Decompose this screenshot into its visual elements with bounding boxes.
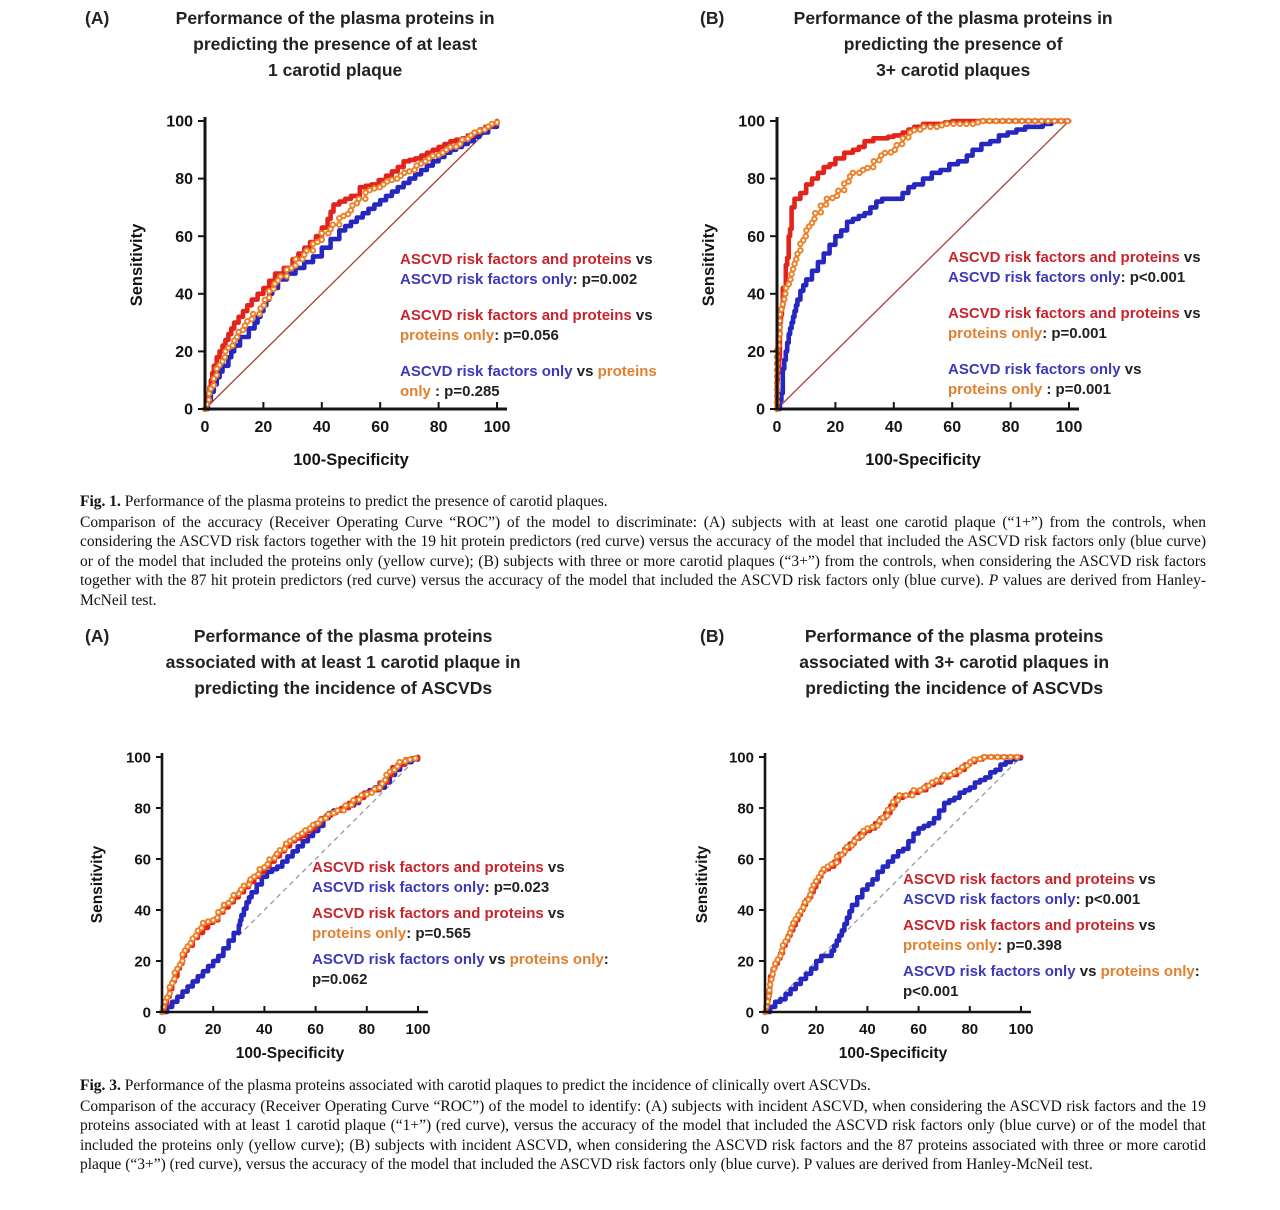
y-tick-label: 100 <box>728 749 754 767</box>
y-tick-label: 0 <box>756 401 765 419</box>
fig3-panelB-title <box>700 623 1170 701</box>
title-line: associated with 3+ carotid plaques in <box>799 652 1110 672</box>
text-segment: proteins only <box>948 325 1043 342</box>
text-segment: proteins only <box>948 381 1043 398</box>
title-line: predicting the presence of at least <box>193 34 478 54</box>
text-segment: ASCVD risk factors only <box>400 271 573 288</box>
text-segment: : p<0.001 <box>1075 891 1141 908</box>
text-segment: ASCVD risk factors only <box>400 363 573 380</box>
text-segment: vs <box>1075 963 1101 980</box>
y-tick-label: 20 <box>747 344 765 361</box>
text-segment: : p=0.056 <box>494 327 559 344</box>
x-tick-label: 60 <box>307 1021 324 1038</box>
x-axis-title: 100-Specificity <box>235 1045 345 1062</box>
fig3-panelB-label: (B) <box>700 626 725 646</box>
text-segment: proteins only <box>312 925 407 942</box>
x-tick-label: 40 <box>884 419 903 436</box>
title-line: predicting the incidence of ASCVDs <box>805 678 1104 698</box>
fig1-panelB-title-text <box>738 5 1168 83</box>
text-segment: ASCVD risk factors and proteins <box>948 249 1180 266</box>
text-segment: ASCVD risk factors only <box>903 963 1076 980</box>
text-segment: : p=0.002 <box>572 271 638 288</box>
fig3-caption <box>80 1076 1206 1175</box>
text-segment: : p=0.023 <box>484 879 550 896</box>
title-line: Performance of the plasma proteins <box>193 626 493 646</box>
x-tick-label: 20 <box>807 1021 825 1038</box>
x-tick-label: 100 <box>1055 419 1083 436</box>
text-segment: vs <box>543 859 565 876</box>
y-tick-label: 20 <box>134 953 151 971</box>
y-tick-label: 100 <box>125 749 151 767</box>
text-segment: ASCVD risk factors and proteins <box>903 871 1135 888</box>
text-segment: : p=0.001 <box>1042 325 1107 342</box>
text-segment: : p=0.398 <box>997 937 1062 954</box>
y-tick-label: 40 <box>134 902 151 920</box>
legend-entry <box>312 858 614 898</box>
y-tick-label: 60 <box>737 851 754 869</box>
x-tick-label: 40 <box>312 419 331 436</box>
text-segment: Comparison of the accuracy (Receiver Operating Curve “ROC”) of the model to discriminate: (A) subjects with at least one carotid plaque (“1+”) from the controls, when considering the ASCVD risk factors together with the 19 hit protein predictors (red curve) versus the accuracy of the model that included the ASCVD risk factors only (blue curve) or of the model that included the proteins only (yellow curve); (B) subjects with three or more carotid plaques (“3+”) from the controls, when considering the ASCVD risk factors together with the 87 hit protein predictors (red curve) versus the accuracy of the model that included the ASCVD risk factors only (blue curve). <box>80 513 1206 590</box>
fig1-panelB-label: (B) <box>700 8 725 28</box>
text-segment: ASCVD risk factors and proteins <box>948 305 1180 322</box>
text-segment: : p=0.565 <box>406 925 471 942</box>
x-tick-label: 60 <box>371 419 390 436</box>
y-tick-label: 80 <box>134 800 151 818</box>
title-line: Performance of the plasma proteins <box>804 626 1104 646</box>
x-tick-label: 20 <box>254 419 273 436</box>
fig3-panelB-title-text <box>738 623 1170 701</box>
text-segment: : p<0.001 <box>903 963 1200 1000</box>
text-segment: vs <box>484 951 510 968</box>
fig1-panelA-title <box>85 5 547 83</box>
fig1-panelA-legend <box>400 250 672 418</box>
x-tick-label: 40 <box>256 1021 273 1038</box>
y-tick-label: 0 <box>745 1004 754 1022</box>
y-tick-label: 60 <box>175 228 193 246</box>
text-segment: values are derived from Hanley-McNeil test. <box>80 572 1206 609</box>
fig1-panelB-legend <box>948 248 1204 416</box>
x-tick-label: 0 <box>157 1021 167 1038</box>
text-segment: ASCVD risk factors only <box>948 269 1121 286</box>
fig1-panelA-title-text <box>123 5 547 83</box>
text-segment: ASCVD risk factors and proteins <box>400 307 632 324</box>
x-tick-label: 80 <box>358 1021 376 1038</box>
text-segment: vs <box>1179 249 1201 266</box>
legend-entry <box>903 870 1205 910</box>
text-segment: ASCVD risk factors only <box>312 951 485 968</box>
legend-entry <box>903 962 1205 1002</box>
text-segment: ASCVD risk factors only <box>903 891 1076 908</box>
title-line: predicting the incidence of ASCVDs <box>194 678 493 698</box>
y-axis-title: Sensitivity <box>128 223 146 307</box>
x-tick-label: 80 <box>429 419 448 436</box>
legend-entry <box>948 248 1204 288</box>
x-tick-label: 0 <box>772 419 782 436</box>
fig3-panelA-title <box>85 623 563 701</box>
x-tick-label: 80 <box>1001 419 1020 436</box>
title-line: predicting the presence of <box>843 34 1063 54</box>
legend-entry <box>400 306 672 346</box>
y-tick-label: 20 <box>175 344 193 361</box>
text-segment: : p=0.062 <box>312 951 609 988</box>
text-segment: ASCVD risk factors and proteins <box>312 859 544 876</box>
text-segment: vs <box>1179 305 1201 322</box>
fig1-panelA-label: (A) <box>85 8 110 28</box>
fig3-caption-body <box>80 1097 1206 1175</box>
y-tick-label: 80 <box>747 171 765 189</box>
fig3-panelA-title-text <box>123 623 563 701</box>
fig1-caption <box>80 492 1206 611</box>
fig1-caption-body <box>80 513 1206 611</box>
x-tick-label: 20 <box>204 1021 222 1038</box>
x-tick-label: 40 <box>859 1021 876 1038</box>
y-tick-label: 60 <box>134 851 151 869</box>
text-segment: : p=0.001 <box>1042 381 1111 398</box>
x-tick-label: 0 <box>760 1021 770 1038</box>
fig1-panelB-title <box>700 5 1168 83</box>
legend-entry <box>400 362 672 402</box>
y-tick-label: 80 <box>175 171 193 189</box>
y-tick-label: 40 <box>737 902 754 920</box>
y-axis-title: Sensitivity <box>694 845 711 924</box>
title-line: 1 carotid plaque <box>268 60 403 80</box>
x-tick-label: 100 <box>1008 1021 1034 1038</box>
text-segment: proteins only <box>1100 963 1195 980</box>
x-tick-label: 100 <box>483 419 511 436</box>
text-segment: proteins only <box>903 937 998 954</box>
y-tick-label: 100 <box>166 113 193 131</box>
text-segment: ASCVD risk factors and proteins <box>312 905 544 922</box>
text-segment: : p=0.285 <box>430 383 500 400</box>
legend-entry <box>903 916 1205 956</box>
y-tick-label: 20 <box>737 953 754 971</box>
fig3-caption-label: Fig. 3. <box>80 1077 121 1094</box>
x-tick-label: 100 <box>405 1021 431 1038</box>
text-segment: proteins only <box>400 327 495 344</box>
x-tick-label: 60 <box>910 1021 927 1038</box>
text-segment: ASCVD risk factors only <box>312 879 485 896</box>
text-segment: : p<0.001 <box>1120 269 1186 286</box>
title-line: associated with at least 1 carotid plaque in <box>165 652 521 672</box>
text-segment: ASCVD risk factors only <box>948 361 1121 378</box>
legend-entry <box>312 950 614 990</box>
text-segment: vs <box>1120 361 1142 378</box>
legend-entry <box>948 304 1204 344</box>
fig1-caption-headline: Performance of the plasma proteins to predict the presence of carotid plaques. <box>124 493 608 510</box>
fig3-panelB-legend <box>903 870 1205 1008</box>
title-line: 3+ carotid plaques <box>876 60 1031 80</box>
y-axis-title: Sensitivity <box>700 223 718 307</box>
x-tick-label: 20 <box>826 419 845 436</box>
text-segment: vs <box>572 363 598 380</box>
x-axis-title: 100-Specificity <box>838 1045 948 1062</box>
y-axis-title: Sensitivity <box>89 845 106 924</box>
y-tick-label: 60 <box>747 228 765 246</box>
fig3-panelA-legend <box>312 858 614 996</box>
x-axis-title: 100-Specificity <box>865 451 981 469</box>
fig3-panelA-label: (A) <box>85 626 110 646</box>
text-segment: vs <box>543 905 565 922</box>
fig3-caption-headline: Performance of the plasma proteins associated with carotid plaques to predict the incidence of clinically overt ASCVDs. <box>124 1077 871 1094</box>
y-tick-label: 40 <box>175 286 193 304</box>
fig1-caption-label: Fig. 1. <box>80 493 121 510</box>
text-segment: vs <box>631 307 653 324</box>
legend-entry <box>400 250 672 290</box>
x-tick-label: 0 <box>200 419 210 436</box>
y-tick-label: 0 <box>142 1004 151 1022</box>
x-tick-label: 80 <box>961 1021 979 1038</box>
text-segment: ASCVD risk factors and proteins <box>400 251 632 268</box>
x-axis-title: 100-Specificity <box>293 451 409 469</box>
legend-entry <box>948 360 1204 400</box>
y-tick-label: 0 <box>184 401 193 419</box>
legend-entry <box>312 904 614 944</box>
y-tick-label: 80 <box>737 800 754 818</box>
text-segment: ASCVD risk factors and proteins <box>903 917 1135 934</box>
x-tick-label: 60 <box>943 419 962 436</box>
text-segment: proteins only <box>400 363 657 400</box>
y-tick-label: 100 <box>738 113 765 131</box>
y-tick-label: 40 <box>747 286 765 304</box>
text-segment: vs <box>631 251 653 268</box>
text-segment: proteins only <box>509 951 604 968</box>
title-line: Performance of the plasma proteins in <box>175 8 495 28</box>
title-line: Performance of the plasma proteins in <box>793 8 1113 28</box>
text-segment: vs <box>1134 871 1156 888</box>
text-segment: P <box>988 572 999 590</box>
text-segment: vs <box>1134 917 1156 934</box>
text-segment: Comparison of the accuracy (Receiver Operating Curve “ROC”) of the model to identify: (A) subjects with incident ASCVD, when considering the ASCVD risk factors and the 19 proteins associated with at least 1 carotid plaque (“1+”) (red curve), versus the accuracy of the model that included the ASCVD risk factors only (blue curve) or of the model that included the proteins only (yellow curve); (B) subjects with incident ASCVD, when considering the ASCVD risk factors and the 87 proteins associated with three or more carotid plaque (“3+”) (red curve), versus the accuracy of the model that included the ASCVD risk factors only (blue curve). P values are derived from Hanley-McNeil test. <box>80 1097 1206 1174</box>
